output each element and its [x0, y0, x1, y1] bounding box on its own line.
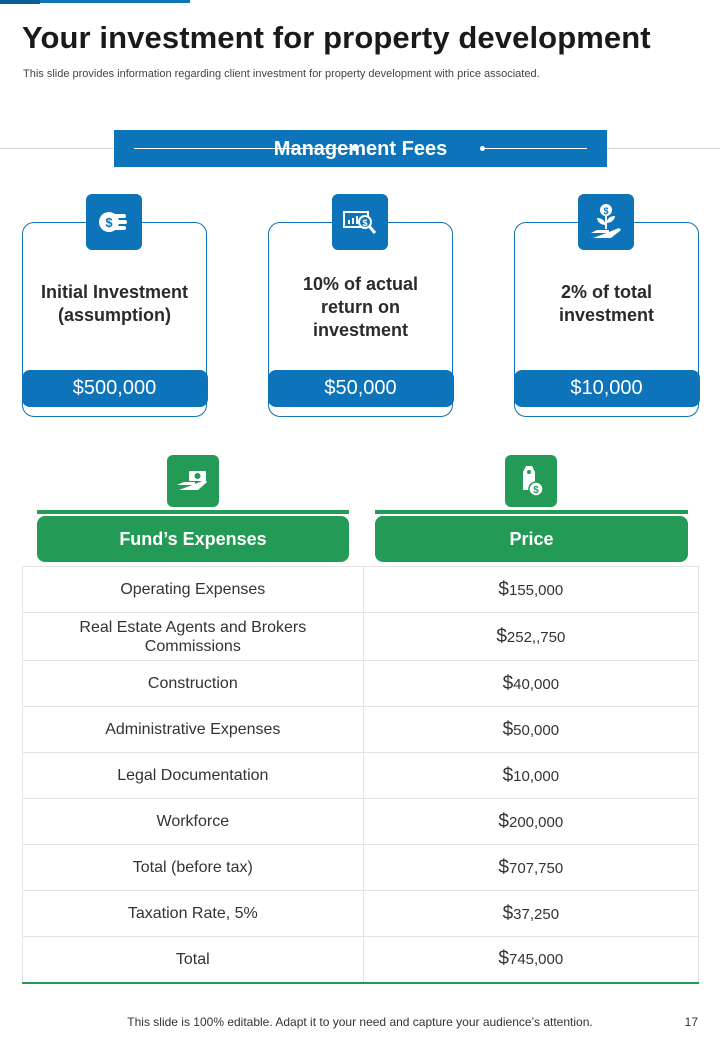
table-row: [23, 753, 699, 799]
expense-price: [363, 845, 698, 891]
expense-price: [363, 613, 698, 661]
management-fees-banner: [114, 130, 607, 167]
money-coins-icon: [86, 194, 142, 250]
currency-symbol: $: [502, 672, 514, 694]
table-row: [23, 613, 699, 661]
currency-symbol: $: [496, 625, 507, 647]
currency-symbol: $: [498, 856, 509, 878]
page-subtitle: This slide provides information regarding client investment for property development with price associated.: [23, 68, 540, 80]
price-value: 50,000: [513, 721, 560, 739]
svg-text:$: $: [105, 215, 113, 230]
price-value: 707,750: [508, 859, 564, 877]
expense-price: [363, 937, 698, 983]
table-row: [23, 661, 699, 707]
price-header-line: [375, 510, 688, 514]
price-header: Price: [375, 516, 688, 562]
price-value: 10,000: [513, 767, 560, 785]
expense-name: Total (before tax): [23, 845, 364, 891]
svg-text:$: $: [533, 485, 539, 496]
table-row: [23, 567, 699, 613]
footer-note: This slide is 100% editable. Adapt it to your need and capture your audience’s attention.: [127, 1015, 593, 1029]
currency-symbol: $: [498, 810, 509, 832]
fee-card-initial-investment: [22, 215, 207, 417]
page-number: 17: [684, 1015, 698, 1029]
expense-price: [363, 753, 698, 799]
table-row: [23, 891, 699, 937]
funds-expenses-table: [22, 566, 699, 984]
expense-price: [363, 799, 698, 845]
currency-symbol: $: [502, 764, 514, 786]
fee-card-value: $50,000: [268, 370, 454, 407]
fee-card-text: 2% of total investment: [558, 282, 655, 325]
currency-symbol: $: [502, 902, 514, 924]
expense-price: [363, 567, 698, 613]
fee-card-text: 10% of actual return on investment: [302, 274, 419, 340]
fee-card-total-investment: [514, 206, 699, 417]
svg-text:$: $: [603, 206, 609, 216]
currency-symbol: $: [498, 948, 509, 970]
funds-expenses-header: Fund’s Expenses: [37, 516, 349, 562]
price-value: 40,000: [513, 675, 560, 693]
price-value: 37,250: [513, 905, 560, 923]
table-row: [23, 937, 699, 983]
price-tag-icon: [505, 455, 557, 507]
fee-card-text: Initial Investment (assumption): [40, 282, 189, 325]
currency-symbol: $: [502, 718, 514, 740]
expense-name: Real Estate Agents and Brokers Commissions: [23, 613, 364, 661]
fee-card-roi: [268, 218, 453, 417]
expense-price: [363, 661, 698, 707]
expense-price: [363, 707, 698, 753]
money-plant-hand-icon: [578, 194, 634, 250]
price-value: 745,000: [508, 951, 564, 969]
price-value: 252,,750: [506, 628, 566, 646]
table-row: [23, 707, 699, 753]
currency-symbol: $: [498, 578, 509, 600]
magnifier-money-icon: [332, 194, 388, 250]
expense-name: Workforce: [23, 799, 364, 845]
expense-name: Operating Expenses: [23, 567, 364, 613]
page-title: Your investment for property development: [22, 20, 651, 55]
management-fees-label: Management Fees: [273, 138, 448, 160]
table-row: [23, 799, 699, 845]
expense-name: Construction: [23, 661, 364, 707]
price-value: 200,000: [508, 813, 564, 831]
expense-name: Administrative Expenses: [23, 707, 364, 753]
expense-name: Legal Documentation: [23, 753, 364, 799]
expense-name: Taxation Rate, 5%: [23, 891, 364, 937]
expense-name: Total: [23, 937, 364, 983]
table-row: [23, 845, 699, 891]
price-value: 155,000: [508, 581, 564, 599]
fee-card-value: $10,000: [514, 370, 700, 407]
hand-cash-icon: [167, 455, 219, 507]
expenses-header-line: [37, 510, 349, 514]
top-accent-mark: [0, 0, 40, 4]
expense-price: [363, 891, 698, 937]
fee-card-value: $500,000: [22, 370, 208, 407]
svg-text:$: $: [362, 218, 368, 228]
